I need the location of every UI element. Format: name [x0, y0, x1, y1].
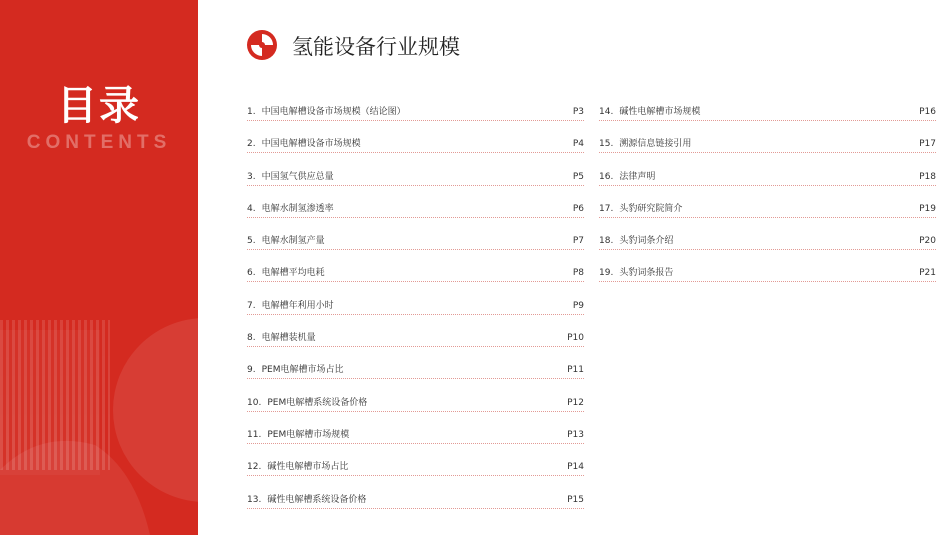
toc-item-number: 19.: [599, 268, 614, 279]
toc-item-page: P18: [919, 171, 936, 182]
toc-item-page: P3: [572, 107, 584, 117]
toc-item[interactable]: [247, 250, 584, 282]
toc-item-number: 15.: [599, 139, 614, 150]
toc-item[interactable]: [247, 444, 584, 476]
toc-item-page: P7: [572, 236, 584, 247]
toc-item-number: 5.: [247, 236, 256, 247]
toc-item-label: 溯源信息链接引用: [619, 139, 692, 150]
toc-item[interactable]: [599, 153, 936, 185]
toc-item-page: P11: [567, 365, 584, 376]
toc-item-label: 碱性电解槽市场占比: [267, 462, 349, 473]
toc-item-number: 18.: [599, 236, 614, 247]
sidebar-title: 目录: [57, 83, 141, 129]
toc-item-number: 3.: [247, 171, 256, 182]
toc-item-label: 电解水制氢渗透率: [261, 203, 334, 214]
toc-item[interactable]: [599, 250, 936, 282]
sidebar-panel: [0, 0, 198, 535]
toc-item-page: P12: [567, 397, 584, 408]
toc-item[interactable]: [599, 106, 936, 121]
toc-item[interactable]: [599, 121, 936, 153]
toc-item-page: P13: [567, 429, 584, 440]
toc-item[interactable]: [247, 315, 584, 347]
toc-item-label: 中国氢气供应总量: [261, 171, 334, 182]
toc-item-page: P4: [572, 139, 584, 150]
toc-item-number: 1.: [247, 107, 256, 117]
toc-item-page: P19: [919, 203, 936, 214]
toc-list-left: [247, 106, 584, 509]
toc-item-label: 电解槽装机量: [261, 333, 316, 344]
toc-item-label: 头豹词条报告: [619, 268, 674, 279]
toc-item-number: 14.: [599, 107, 614, 117]
toc-item-number: 4.: [247, 203, 256, 214]
toc-item-label: 碱性电解槽市场规模: [619, 107, 701, 117]
toc-item-number: 17.: [599, 203, 614, 214]
toc-item-label: PEM电解槽系统设备价格: [267, 397, 368, 408]
toc-item-label: 电解水制氢产量: [261, 236, 325, 247]
toc-item[interactable]: [247, 218, 584, 250]
toc-item-number: 10.: [247, 397, 262, 408]
toc-item[interactable]: [247, 121, 584, 153]
toc-item-page: P5: [572, 171, 584, 182]
toc-item-page: P10: [567, 333, 584, 344]
toc-item[interactable]: [599, 218, 936, 250]
toc-item-page: P6: [572, 203, 584, 214]
toc-item-label: 电解槽平均电耗: [261, 268, 325, 279]
toc-item[interactable]: [599, 186, 936, 218]
toc-list-right: [599, 106, 936, 282]
page-title: 氢能设备行业规模: [292, 35, 460, 59]
toc-item-page: P21: [919, 268, 936, 279]
sidebar-subtitle: CONTENTS: [26, 132, 172, 153]
toc-item[interactable]: [247, 186, 584, 218]
toc-item[interactable]: [247, 106, 584, 121]
toc-item-number: 8.: [247, 333, 256, 344]
toc-item-page: P15: [567, 494, 584, 505]
toc-item-page: P14: [567, 462, 584, 473]
toc-item[interactable]: [247, 412, 584, 444]
toc-item[interactable]: [247, 282, 584, 314]
toc-item-page: P8: [572, 268, 584, 279]
toc-item-label: PEM电解槽市场规模: [267, 429, 350, 440]
toc-item-page: P16: [919, 107, 936, 117]
toc-item-label: 碱性电解槽系统设备价格: [267, 494, 367, 505]
red-circle-logo-icon: [246, 29, 278, 61]
toc-item-label: 头豹词条介绍: [619, 236, 674, 247]
toc-item-number: 7.: [247, 300, 256, 311]
toc-item-label: 中国电解槽设备市场规模（结论图）: [261, 107, 406, 117]
toc-item-number: 12.: [247, 462, 262, 473]
toc-item-label: 头豹研究院简介: [619, 203, 683, 214]
toc-item-number: 13.: [247, 494, 262, 505]
toc-item-label: 法律声明: [619, 171, 656, 182]
toc-item[interactable]: [247, 347, 584, 379]
toc-item-page: P20: [919, 236, 936, 247]
toc-item-number: 16.: [599, 171, 614, 182]
toc-item[interactable]: [247, 153, 584, 185]
toc-item[interactable]: [247, 379, 584, 411]
toc-item-label: 中国电解槽设备市场规模: [261, 139, 361, 150]
toc-item[interactable]: [247, 476, 584, 508]
toc-item-number: 6.: [247, 268, 256, 279]
toc-item-page: P9: [572, 300, 584, 311]
toc-item-number: 2.: [247, 139, 256, 150]
toc-item-label: PEM电解槽市场占比: [261, 365, 344, 376]
toc-item-label: 电解槽年利用小时: [261, 300, 334, 311]
toc-item-page: P17: [919, 139, 936, 150]
toc-item-number: 9.: [247, 365, 256, 376]
toc-item-number: 11.: [247, 429, 262, 440]
